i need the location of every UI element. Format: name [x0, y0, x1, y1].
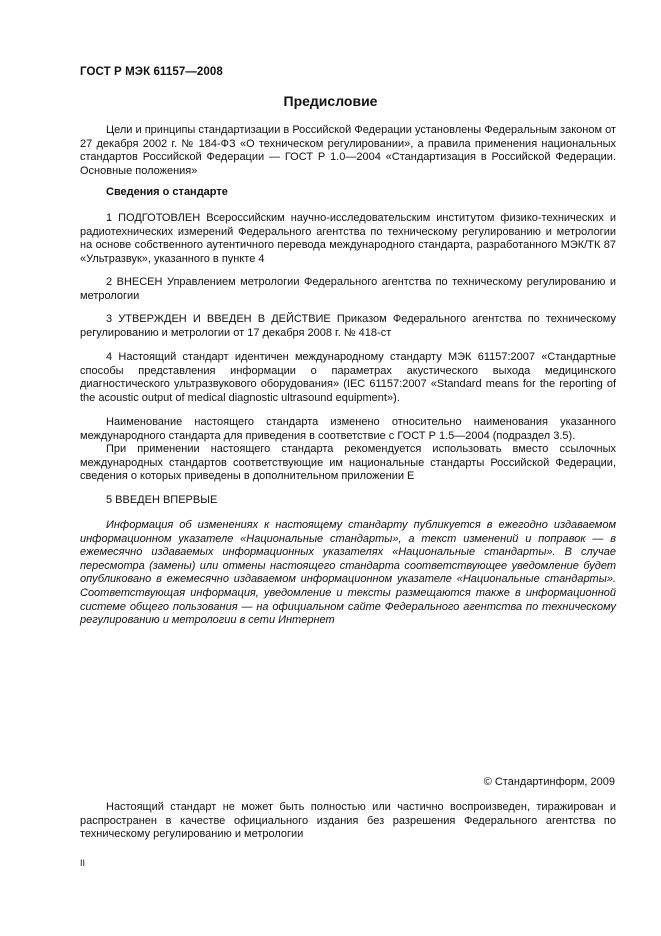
item-4 [80, 351, 616, 405]
section-heading-block [80, 186, 616, 200]
item-4-note-b: При применении настоящего стандарта рекомендуется использовать вместо ссылочных международных стандартов соответствующие им национальные стандарты Российской Федерации, сведения о которых приведены в дополнительном приложении Е [80, 443, 616, 483]
item-4-text: 4 Настоящий стандарт идентичен международному стандарту МЭК 61157:2007 «Стандартные способы представления информации о параметрах акустического выхода медицинского диагностического ультразвукового оборудования» (IEC 61157:2007 «Standard means for the reporting of the acoustic output of medical diagnostic ultrasound equipment»). [80, 351, 616, 404]
intro-paragraph [80, 124, 616, 178]
footer-note-text: Настоящий стандарт не может быть полностью или частично воспроизведен, тиражирован и распространен в качестве официального издания без разрешения Федерального агентства по техническому регулированию и метрологии [80, 801, 616, 841]
item-4-note [80, 416, 616, 484]
footer-note [80, 801, 616, 842]
item-2-text: 2 ВНЕСЕН Управлением метрологии Федерального агентства по техническому регулированию и метрологии [80, 276, 616, 302]
document-code-header: ГОСТ Р МЭК 61157—2008 [80, 66, 223, 78]
item-3 [80, 313, 616, 340]
notice-paragraph [80, 519, 616, 628]
item-5 [80, 494, 616, 508]
item-3-text: 3 УТВЕРЖДЕН И ВВЕДЕН В ДЕЙСТВИЕ Приказом Федерального агентства по техническому регулированию и метрологии от 17 декабря 2008 г. № 418-ст [80, 313, 616, 339]
section-heading: Сведения о стандарте [106, 186, 228, 198]
item-1 [80, 212, 616, 266]
item-1-text: 1 ПОДГОТОВЛЕН Всероссийским научно-исследовательским институтом физико-технических и радиотехнических измерений Федерального агентства по техническому регулированию и метрологии на основе собственного аутентичного перевода международного стандарта, разработанного МЭК/ТК 87 «Ультразвук», указанного в пункте 4 [80, 212, 616, 265]
copyright-line: © Стандартинформ, 2009 [483, 776, 615, 788]
intro-text: Цели и принципы стандартизации в Российской Федерации установлены Федеральным законом от 27 декабря 2002 г. № 184-ФЗ «О техническом регулировании», а правила применения национальных стандартов Российской Федерации — ГОСТ Р 1.0—2004 «Стандартизация в Российской Федерации. Основные положения» [80, 124, 616, 177]
page-title: Предисловие [283, 93, 378, 109]
notice-text: Информация об изменениях к настоящему стандарту публикуется в ежегодно издаваемом информационном указателе «Национальные стандарты», а текст изменений и поправок — в ежемесячно издаваемых информационных указателях «Национальные стандарты». В случае пересмотра (замены) или отмены настоящего стандарта соответствующее уведомление будет опубликовано в ежемесячно издаваемом информационном указателе «Национальные стандарты». Соответствующая информация, уведомление и тексты размещаются также в информационной системе общего пользования — на официальном сайте Федерального агентства по техническому регулированию и метрологии в сети Интернет [80, 519, 616, 627]
item-5-text: 5 ВВЕДЕН ВПЕРВЫЕ [106, 494, 218, 506]
item-4-note-a: Наименование настоящего стандарта изменено относительно наименования указанного международного стандарта для приведения в соответствие с ГОСТ Р 1.5—2004 (подраздел 3.5). [80, 416, 616, 442]
item-2 [80, 276, 616, 303]
page-number: II [80, 858, 86, 868]
